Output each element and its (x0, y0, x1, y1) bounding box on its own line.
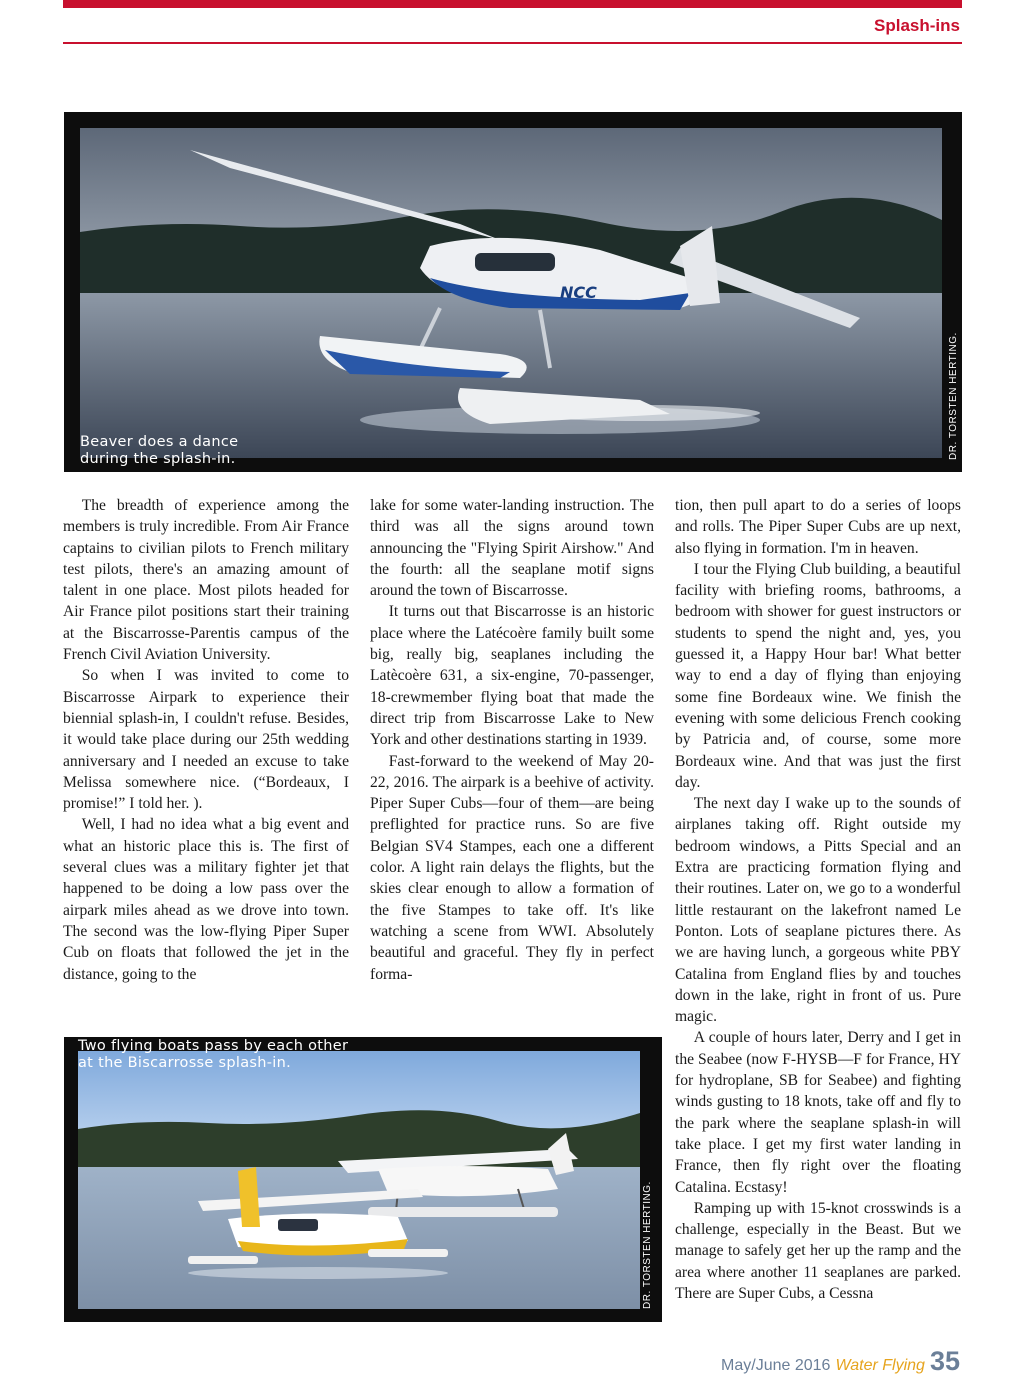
photo-credit: DR. TORSTEN HERTING. (948, 332, 959, 460)
section-title: Splash-ins (874, 16, 960, 35)
beaver-photo-image (80, 128, 942, 458)
article-column-1 (63, 495, 349, 985)
photo-credit: DR. TORSTEN HERTING. (642, 1181, 653, 1309)
paragraph: It turns out that Biscarrosse is an historic place where the Latécoère family built some big, really big, seaplanes including the Latècoère 631, a six-engine, 70-passenger, 18-crewmember flying boat that made the direct trip from Biscarrosse Lake to New York and other destinations starting in 1939. (370, 603, 654, 749)
flying-boats-photo (64, 1037, 662, 1322)
paragraph: Fast-forward to the weekend of May 20-22, 2016. The airpark is a beehive of activity. Piper Super Cubs—four of them—are being preflighted for practice runs. So are five Belgian SV4 Stampes, each one a different color. A light rain delays the flights, but the skies clear enough to allow a formation of the five Stampes to take off. It's like watching a scene from WWI. Absolutely beautiful and graceful. They fly in perfect forma- (370, 752, 654, 983)
flying-boats-photo-image (78, 1051, 640, 1309)
paragraph: A couple of hours later, Derry and I get in the Seabee (now F-HYSB—F for France, HY for hydroplane, SB for Seabee) and fighting winds gusting to 18 knots, take off and fly to the park where the seaplane splash-in will take place. I get my first water landing in France, then fly right over the floating Catalina. Ecstasy! (675, 1029, 961, 1196)
magazine-name: Water Flying (835, 1357, 925, 1374)
paragraph: lake for some water-landing instruction. The third was all the signs around town announcing the "Flying Spirit Airshow." And the fourth: all the seaplane motif signs around the town of Biscarrosse. (370, 497, 654, 600)
photo-caption: Beaver does a dance during the splash-in. (80, 434, 239, 467)
article-column-3 (675, 495, 961, 1304)
paragraph: tion, then pull apart to do a series of loops and rolls. The Piper Super Cubs are up next, also flying in formation. I'm in heaven. (675, 497, 961, 557)
article-column-2 (370, 495, 654, 985)
header-rule (63, 42, 962, 44)
paragraph: The next day I wake up to the sounds of airplanes taking off. Right outside my bedroom windows, a Pitts Special and an Extra are practicing formation flying and their routines. Later on, we go to a wonderful little restaurant on the lakefront named Le Ponton. Lots of seaplane pictures there. As we are having lunch, a gorgeous white PBY Catalina from England flies by and touches down in the lake, right in front of us. Pure magic. (675, 795, 961, 1026)
paragraph: Ramping up with 15-knot crosswinds is a challenge, especially in the Beast. But we manage to safely get her up the ramp and the area where another 11 seaplanes are parked. There are Super Cubs, a Cessna (675, 1199, 961, 1302)
issue-date: May/June 2016 (721, 1357, 831, 1374)
photo-caption: Two flying boats pass by each other at the Biscarrosse splash-in. (78, 1038, 349, 1071)
beaver-photo (64, 112, 962, 472)
paragraph: So when I was invited to come to Biscarrosse Airpark to experience their biennial splash-in, I couldn't refuse. Besides, it would take place during our 25th wedding anniversary and I needed an excuse to take Melissa somewhere nice. (“Bordeaux, I promise!” I told her. ). (63, 667, 349, 813)
top-color-bar (63, 0, 962, 8)
paragraph: Well, I had no idea what a big event and what an historic place this is. The first of several clues was a military fighter jet that happened to be doing a low pass over the airpark miles ahead as we drove into town. The second was the low-flying Piper Super Cub on floats that followed the jet in the distance, going to the (63, 816, 349, 983)
page-number: 35 (929, 1346, 960, 1376)
paragraph: The breadth of experience among the members is truly incredible. From Air France captains to civilian pilots to French military test pilots, there's an amazing amount of talent in one place. Most pilots headed for Air France pilot positions start their training at the Biscarrosse-Parentis campus of the French Civil Aviation University. (63, 497, 349, 664)
aircraft-registration: NCC (560, 283, 597, 302)
paragraph: I tour the Flying Club building, a beautiful facility with briefing rooms, bathrooms, a bedroom with shower for guest instructors or students to spend the night and, yes, you guessed it, a Happy Hour bar! What better way to end a day of flying than enjoying some fine Bordeaux wine. We finish the evening with some delicious French cooking by Patricia and, of course, some more Bordeaux wine. And that was just the first day. (675, 560, 961, 791)
page-footer (721, 1346, 960, 1377)
